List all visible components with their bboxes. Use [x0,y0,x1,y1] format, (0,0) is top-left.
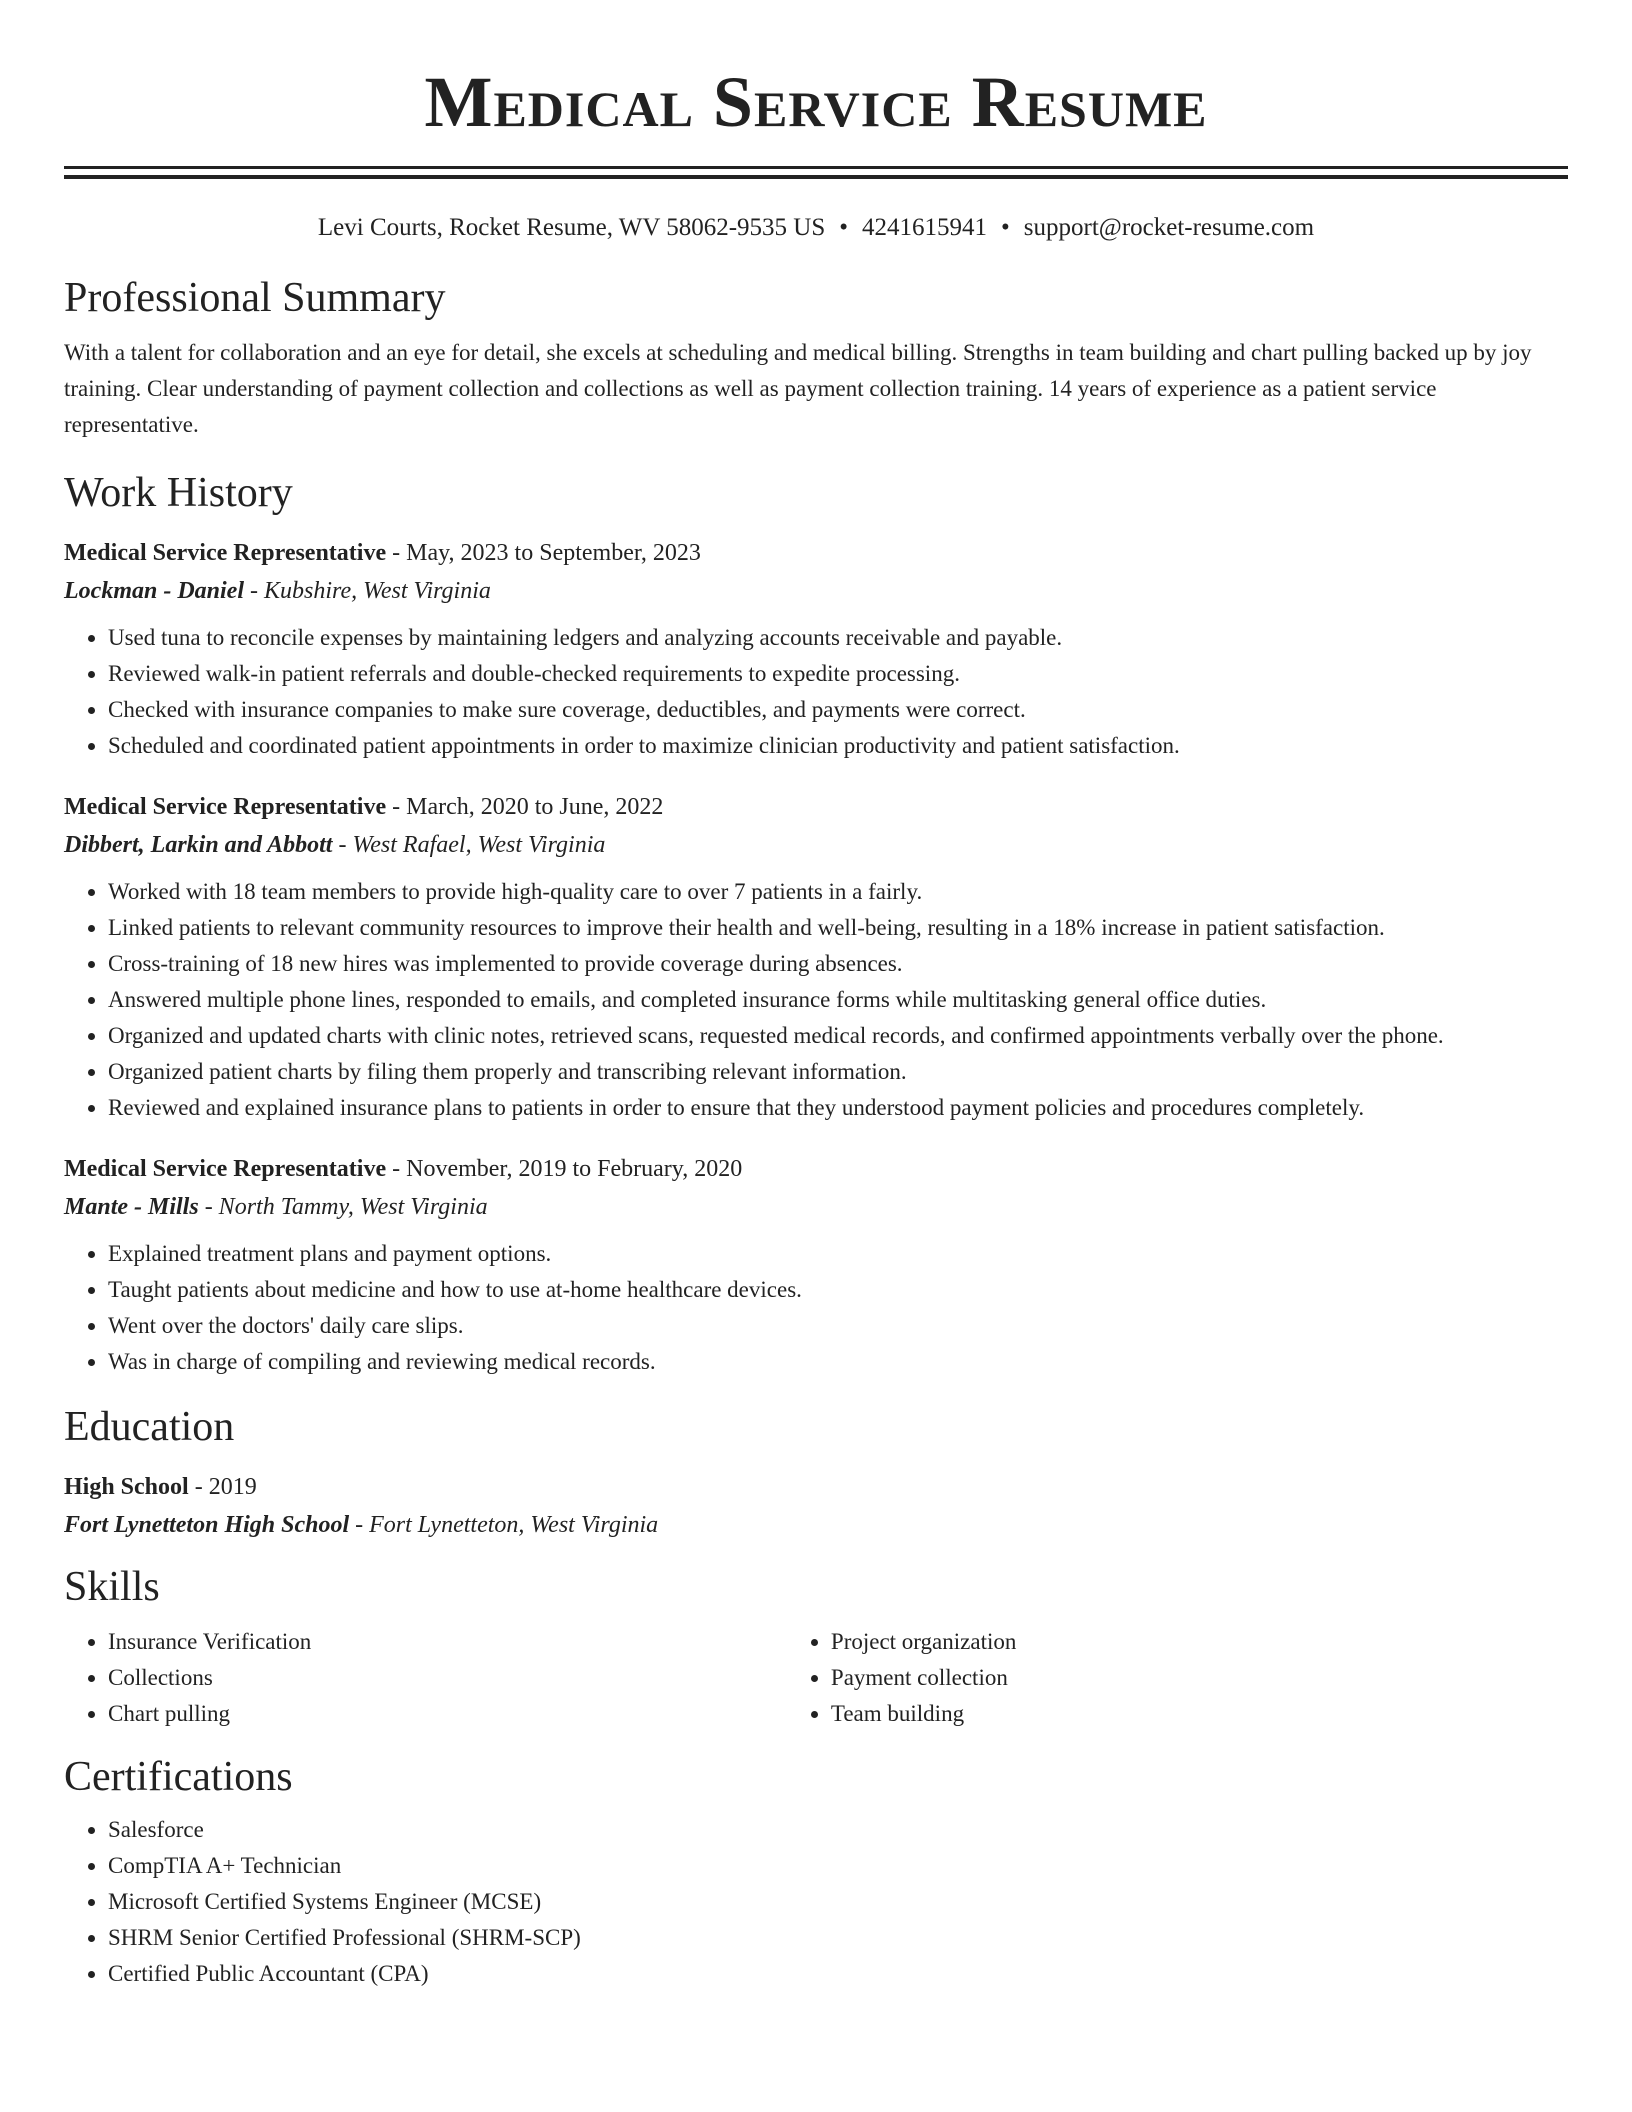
job-duty: • Organized and updated charts with clinic notes, retrieved scans, requested medical records, and confirmed appointments verbally over the phone. [108,1018,1568,1054]
job-duties-list [64,620,1568,764]
work-history-heading: Work History [64,470,293,516]
title-divider-top [64,166,1568,169]
degree-year: - 2019 [188,1474,257,1500]
resume-page [64,0,1568,1992]
job-dates: - May, 2023 to September, 2023 [386,540,701,566]
job-duty: • Worked with 18 team members to provide high-quality care to over 7 patients in a fairly. [108,874,1568,910]
contact-separator: • [839,214,849,241]
job-title-line [64,534,1568,572]
job-title: Medical Service Representative [64,1156,387,1182]
contact-phone: 4241615941 [862,214,988,241]
skill-item: • Team building [831,1696,1568,1732]
job-entry [64,534,1568,764]
school-line [64,1506,1568,1544]
job-duty: • Taught patients about medicine and how to use at-home healthcare devices. [108,1272,1568,1308]
skill-item: • Chart pulling [108,1696,787,1732]
certifications-list [64,1812,1568,1992]
contact-address: Levi Courts, Rocket Resume, WV 58062-9535 US [317,214,826,241]
skill-item: • Collections [108,1660,787,1696]
job-duty: • Organized patient charts by filing them properly and transcribing relevant information. [108,1054,1568,1090]
employer-name: Mante - Mills [64,1194,199,1220]
contact-line [64,213,1568,243]
employer-location: - West Rafael, West Virginia [332,832,606,858]
certification-item: • SHRM Senior Certified Professional (SHRM-SCP) [108,1920,1568,1956]
certification-item: • CompTIA A+ Technician [108,1848,1568,1884]
job-duty: • Was in charge of compiling and reviewing medical records. [108,1344,1568,1380]
job-entry [64,788,1568,1126]
job-duty: • Checked with insurance companies to make sure coverage, deductibles, and payments were correct. [108,692,1568,728]
skill-item: • Payment collection [831,1660,1568,1696]
skills-heading: Skills [64,1564,160,1610]
job-duty: • Linked patients to relevant community resources to improve their health and well-being, resulting in a 18% increase in patient satisfaction. [108,910,1568,946]
skills-grid [64,1624,1568,1732]
job-dates: - November, 2019 to February, 2020 [386,1156,743,1182]
employer-line [64,826,1568,864]
job-title: Medical Service Representative [64,540,387,566]
job-duty: • Answered multiple phone lines, responded to emails, and completed insurance forms while multitasking general office duties. [108,982,1568,1018]
certifications-heading: Certifications [64,1754,293,1800]
degree-line [64,1468,1568,1506]
contact-email: support@rocket-resume.com [1023,214,1315,241]
skill-item: • Project organization [831,1624,1568,1660]
job-title-line [64,1150,1568,1188]
contact-separator: • [1001,214,1010,241]
certification-item: • Microsoft Certified Systems Engineer (MCSE) [108,1884,1568,1920]
resume-title: Medical Service Resume [424,62,1208,142]
school-location: - Fort Lynetteton, West Virginia [349,1512,659,1538]
job-duty: • Used tuna to reconcile expenses by maintaining ledgers and analyzing accounts receivable and payable. [108,620,1568,656]
job-duty: • Cross-training of 18 new hires was implemented to provide coverage during absences. [108,946,1568,982]
employer-name: Dibbert, Larkin and Abbott [64,832,333,858]
skill-item: • Insurance Verification [108,1624,787,1660]
degree-name: High School [64,1474,189,1500]
certification-item: • Certified Public Accountant (CPA) [108,1956,1568,1992]
skills-list-left [64,1624,787,1732]
job-dates: - March, 2020 to June, 2022 [386,794,664,820]
job-duties-list [64,874,1568,1126]
job-duty: • Went over the doctors' daily care slips. [108,1308,1568,1344]
school-name: Fort Lynetteton High School [64,1512,350,1538]
job-title-line [64,788,1568,826]
employer-location: - North Tammy, West Virginia [198,1194,488,1220]
summary-text: With a talent for collaboration and an eye for detail, she excels at scheduling and medical billing. Strengths in team building and chart pulling backed up by joy training. Clear understanding of payment collection and collections as well as payment collection training. 14 years of experience as a patient service representative. [64,340,1532,437]
job-duties-list [64,1236,1568,1380]
skills-list-right [787,1624,1568,1732]
job-duty: • Explained treatment plans and payment options. [108,1236,1568,1272]
job-duty: • Reviewed walk-in patient referrals and double-checked requirements to expedite processing. [108,656,1568,692]
education-heading: Education [64,1404,235,1450]
job-duty: • Scheduled and coordinated patient appointments in order to maximize clinician productivity and patient satisfaction. [108,728,1568,764]
employer-location: - Kubshire, West Virginia [244,578,491,604]
certification-item: • Salesforce [108,1812,1568,1848]
job-duty: • Reviewed and explained insurance plans to patients in order to ensure that they understood payment policies and procedures completely. [108,1090,1568,1126]
employer-line [64,572,1568,610]
job-entry [64,1150,1568,1380]
summary-heading: Professional Summary [64,275,446,321]
employer-line [64,1188,1568,1226]
job-title: Medical Service Representative [64,794,387,820]
title-divider-bottom [64,175,1568,179]
employer-name: Lockman - Daniel [64,578,244,604]
